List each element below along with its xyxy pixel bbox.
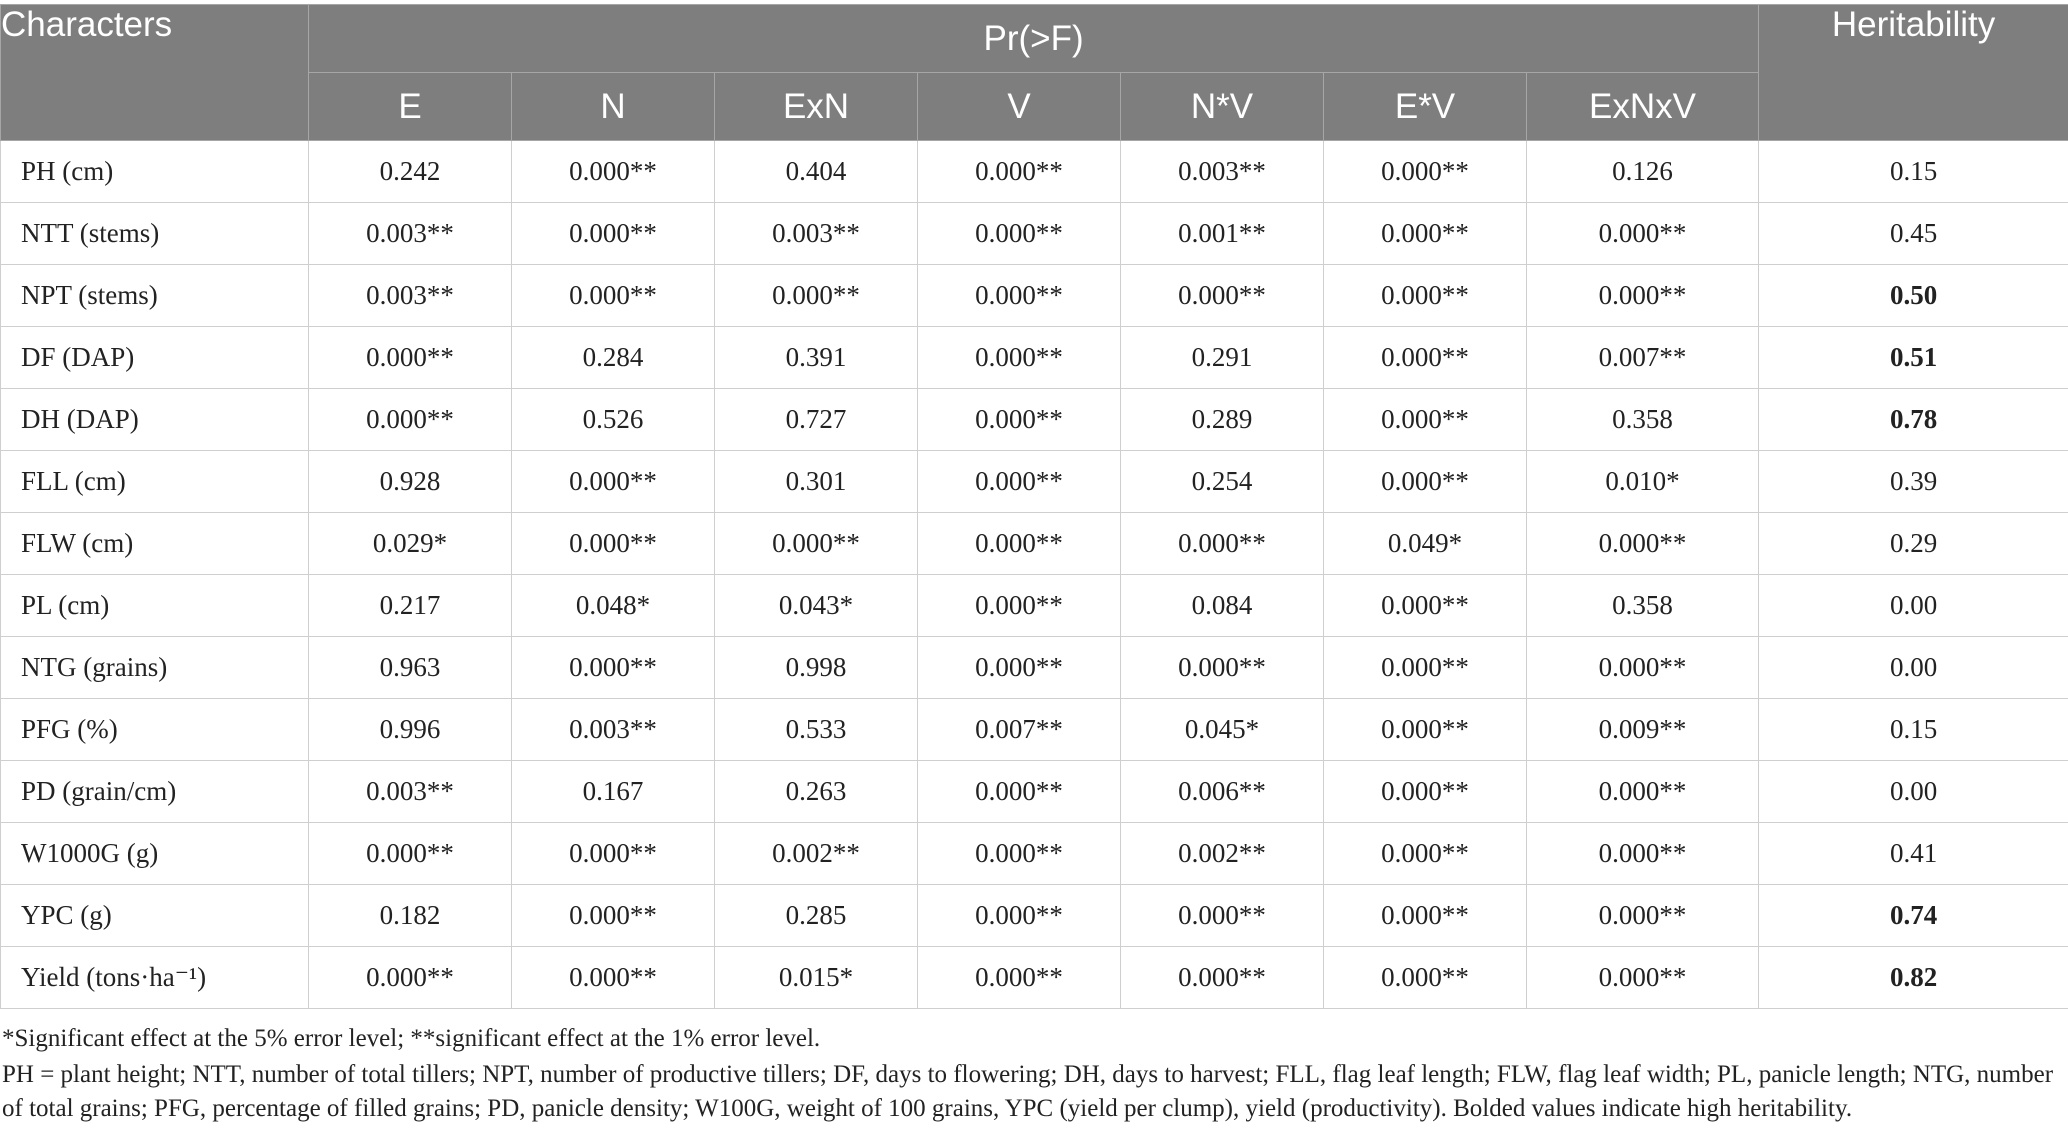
- table-row: [1, 885, 2068, 947]
- row-character-name: FLL (cm): [1, 451, 309, 513]
- pr-f-cell: 0.003**: [309, 761, 512, 823]
- pr-f-cell: 0.000**: [918, 513, 1121, 575]
- header-pr-f: Pr(>F): [309, 5, 1759, 73]
- pr-f-cell: 0.000**: [512, 823, 715, 885]
- pr-f-cell: 0.009**: [1527, 699, 1759, 761]
- pr-f-cell: 0.000**: [918, 575, 1121, 637]
- pr-f-cell: 0.043*: [715, 575, 918, 637]
- pr-f-cell: 0.000**: [512, 513, 715, 575]
- pr-f-cell: 0.358: [1527, 575, 1759, 637]
- pr-f-cell: 0.000**: [918, 885, 1121, 947]
- row-character-name: DF (DAP): [1, 327, 309, 389]
- pr-f-cell: 0.285: [715, 885, 918, 947]
- pr-f-cell: 0.998: [715, 637, 918, 699]
- pr-f-cell: 0.000**: [918, 389, 1121, 451]
- pr-f-cell: 0.000**: [512, 451, 715, 513]
- heritability-cell: 0.45: [1759, 203, 2068, 265]
- pr-f-cell: 0.000**: [918, 265, 1121, 327]
- pr-f-cell: 0.404: [715, 141, 918, 203]
- pr-f-cell: 0.126: [1527, 141, 1759, 203]
- header-characters: Characters: [1, 5, 309, 141]
- pr-f-cell: 0.000**: [1527, 203, 1759, 265]
- pr-f-cell: 0.000**: [1324, 389, 1527, 451]
- table-row: [1, 699, 2068, 761]
- heritability-cell: 0.29: [1759, 513, 2068, 575]
- table-row: [1, 513, 2068, 575]
- pr-f-cell: 0.000**: [918, 451, 1121, 513]
- heritability-cell: 0.00: [1759, 637, 2068, 699]
- row-character-name: Yield (tons·ha⁻¹): [1, 947, 309, 1009]
- row-character-name: NTG (grains): [1, 637, 309, 699]
- heritability-cell: 0.82: [1759, 947, 2068, 1009]
- row-character-name: NTT (stems): [1, 203, 309, 265]
- pr-f-cell: 0.003**: [309, 265, 512, 327]
- pr-f-cell: 0.003**: [1121, 141, 1324, 203]
- pr-f-cell: 0.963: [309, 637, 512, 699]
- pr-f-cell: 0.000**: [1324, 265, 1527, 327]
- heritability-cell: 0.74: [1759, 885, 2068, 947]
- pr-f-cell: 0.000**: [309, 823, 512, 885]
- pr-f-cell: 0.049*: [1324, 513, 1527, 575]
- pr-f-cell: 0.167: [512, 761, 715, 823]
- pr-f-cell: 0.000**: [1324, 575, 1527, 637]
- header-heritability: Heritability: [1759, 5, 2068, 141]
- header-exv: E*V: [1324, 73, 1527, 141]
- header-exnxv: ExNxV: [1527, 73, 1759, 141]
- pr-f-cell: 0.000**: [918, 947, 1121, 1009]
- table-header: [1, 5, 2068, 141]
- pr-f-cell: 0.289: [1121, 389, 1324, 451]
- heritability-cell: 0.50: [1759, 265, 2068, 327]
- pr-f-cell: 0.263: [715, 761, 918, 823]
- pr-f-cell: 0.048*: [512, 575, 715, 637]
- pr-f-cell: 0.006**: [1121, 761, 1324, 823]
- pr-f-cell: 0.000**: [1324, 203, 1527, 265]
- header-n: N: [512, 73, 715, 141]
- row-character-name: PL (cm): [1, 575, 309, 637]
- pr-f-cell: 0.007**: [918, 699, 1121, 761]
- pr-f-cell: 0.291: [1121, 327, 1324, 389]
- pr-f-cell: 0.084: [1121, 575, 1324, 637]
- table-row: [1, 823, 2068, 885]
- heritability-cell: 0.00: [1759, 761, 2068, 823]
- footnote-abbreviations: PH = plant height; NTT, number of total tillers; NPT, number of productive tillers; DF, days to flowering; DH, days to harvest; FLL, flag leaf length; FLW, flag leaf width; PL, panicle length; NTG, number of total grains; PFG, percentage of filled grains; PD, panicle density; W100G, weight of 100 grains, YPC (yield per clump), yield (productivity). Bolded values indicate high heritability.: [2, 1061, 2054, 1122]
- row-character-name: PH (cm): [1, 141, 309, 203]
- table-row: [1, 389, 2068, 451]
- pr-f-cell: 0.000**: [309, 947, 512, 1009]
- header-v: V: [918, 73, 1121, 141]
- heritability-cell: 0.78: [1759, 389, 2068, 451]
- row-character-name: FLW (cm): [1, 513, 309, 575]
- pr-f-cell: 0.003**: [512, 699, 715, 761]
- row-character-name: YPC (g): [1, 885, 309, 947]
- pr-f-cell: 0.029*: [309, 513, 512, 575]
- pr-f-cell: 0.000**: [1527, 947, 1759, 1009]
- pr-f-cell: 0.000**: [512, 141, 715, 203]
- pr-f-cell: 0.182: [309, 885, 512, 947]
- pr-f-cell: 0.727: [715, 389, 918, 451]
- pr-f-cell: 0.391: [715, 327, 918, 389]
- pr-f-cell: 0.000**: [918, 637, 1121, 699]
- heritability-cell: 0.41: [1759, 823, 2068, 885]
- pr-f-cell: 0.000**: [1121, 513, 1324, 575]
- pr-f-cell: 0.000**: [1527, 513, 1759, 575]
- pr-f-cell: 0.000**: [1324, 327, 1527, 389]
- pr-f-cell: 0.996: [309, 699, 512, 761]
- pr-f-cell: 0.000**: [918, 823, 1121, 885]
- pr-f-cell: 0.003**: [309, 203, 512, 265]
- table-row: [1, 637, 2068, 699]
- pr-f-cell: 0.000**: [918, 141, 1121, 203]
- row-character-name: NPT (stems): [1, 265, 309, 327]
- pr-f-cell: 0.002**: [1121, 823, 1324, 885]
- pr-f-cell: 0.002**: [715, 823, 918, 885]
- row-character-name: DH (DAP): [1, 389, 309, 451]
- row-character-name: PFG (%): [1, 699, 309, 761]
- pr-f-cell: 0.254: [1121, 451, 1324, 513]
- heritability-cell: 0.15: [1759, 699, 2068, 761]
- header-e: E: [309, 73, 512, 141]
- pr-f-cell: 0.000**: [1324, 699, 1527, 761]
- pr-f-cell: 0.000**: [309, 327, 512, 389]
- pr-f-cell: 0.000**: [1527, 637, 1759, 699]
- pr-f-cell: 0.001**: [1121, 203, 1324, 265]
- pr-f-cell: 0.000**: [1324, 637, 1527, 699]
- pr-f-cell: 0.000**: [918, 761, 1121, 823]
- pr-f-cell: 0.000**: [512, 637, 715, 699]
- table-row: [1, 265, 2068, 327]
- heritability-cell: 0.00: [1759, 575, 2068, 637]
- pr-f-cell: 0.217: [309, 575, 512, 637]
- pr-f-cell: 0.526: [512, 389, 715, 451]
- header-nxv: N*V: [1121, 73, 1324, 141]
- pr-f-cell: 0.000**: [1121, 265, 1324, 327]
- pr-f-cell: 0.000**: [512, 265, 715, 327]
- table-row: [1, 575, 2068, 637]
- pr-f-cell: 0.000**: [1324, 761, 1527, 823]
- table-row: [1, 761, 2068, 823]
- heritability-cell: 0.51: [1759, 327, 2068, 389]
- pr-f-cell: 0.000**: [1121, 947, 1324, 1009]
- pr-f-cell: 0.000**: [1324, 451, 1527, 513]
- pr-f-cell: 0.358: [1527, 389, 1759, 451]
- footnote-significance: *Significant effect at the 5% error level; **significant effect at the 1% error level.: [2, 1025, 821, 1052]
- pr-f-cell: 0.000**: [309, 389, 512, 451]
- table-row: [1, 451, 2068, 513]
- pr-f-cell: 0.000**: [1324, 947, 1527, 1009]
- pr-f-cell: 0.000**: [1527, 823, 1759, 885]
- pr-f-cell: 0.000**: [1121, 637, 1324, 699]
- row-character-name: W1000G (g): [1, 823, 309, 885]
- table-body: [1, 141, 2068, 1009]
- table-row: [1, 141, 2068, 203]
- pr-f-cell: 0.015*: [715, 947, 918, 1009]
- table-row: [1, 947, 2068, 1009]
- pr-f-cell: 0.928: [309, 451, 512, 513]
- row-character-name: PD (grain/cm): [1, 761, 309, 823]
- pr-f-cell: 0.301: [715, 451, 918, 513]
- pr-f-cell: 0.000**: [1121, 885, 1324, 947]
- pr-f-cell: 0.000**: [1324, 141, 1527, 203]
- pr-f-cell: 0.000**: [1527, 761, 1759, 823]
- pr-f-cell: 0.000**: [512, 947, 715, 1009]
- pr-f-cell: 0.000**: [1324, 823, 1527, 885]
- pr-f-cell: 0.000**: [1324, 885, 1527, 947]
- pr-f-cell: 0.000**: [1527, 885, 1759, 947]
- table-row: [1, 203, 2068, 265]
- pr-f-cell: 0.000**: [1527, 265, 1759, 327]
- pr-f-cell: 0.045*: [1121, 699, 1324, 761]
- table-row: [1, 327, 2068, 389]
- pr-f-cell: 0.007**: [1527, 327, 1759, 389]
- pr-f-cell: 0.003**: [715, 203, 918, 265]
- pr-f-cell: 0.284: [512, 327, 715, 389]
- pr-f-cell: 0.000**: [512, 885, 715, 947]
- pr-f-cell: 0.533: [715, 699, 918, 761]
- pr-f-cell: 0.000**: [918, 203, 1121, 265]
- pr-f-cell: 0.010*: [1527, 451, 1759, 513]
- heritability-cell: 0.15: [1759, 141, 2068, 203]
- anova-results-table: [0, 4, 2068, 1009]
- pr-f-cell: 0.000**: [715, 265, 918, 327]
- pr-f-cell: 0.000**: [715, 513, 918, 575]
- heritability-cell: 0.39: [1759, 451, 2068, 513]
- pr-f-cell: 0.000**: [512, 203, 715, 265]
- pr-f-cell: 0.242: [309, 141, 512, 203]
- pr-f-cell: 0.000**: [918, 327, 1121, 389]
- header-exn: ExN: [715, 73, 918, 141]
